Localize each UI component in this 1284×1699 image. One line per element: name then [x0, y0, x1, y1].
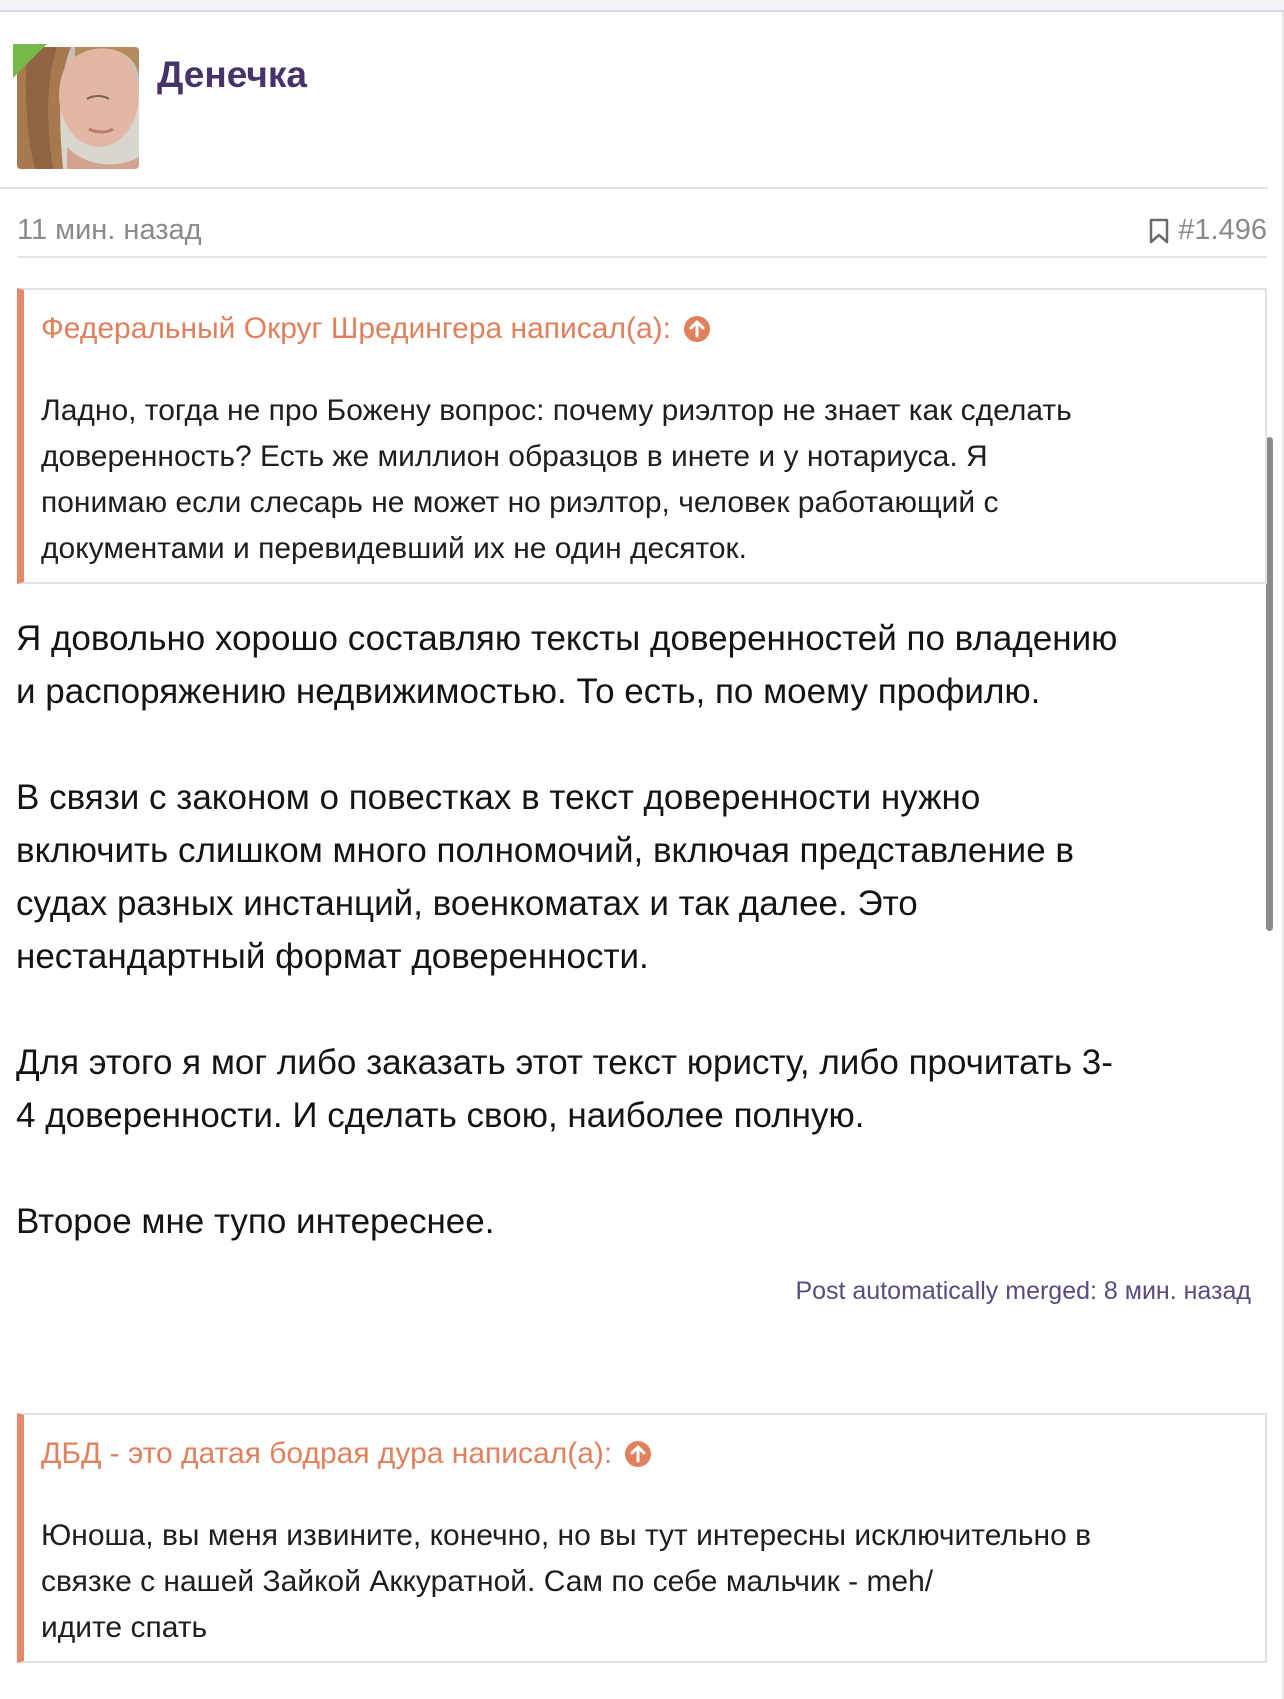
message-line: судах разных инстанций, военкоматах и так далее. Это	[16, 884, 918, 923]
quote-line: Ладно, тогда не про Божену вопрос: почему риэлтор не знает как сделать	[41, 394, 1072, 427]
quote-author[interactable]: Федеральный Округ Шредингера написал(а):	[41, 312, 671, 345]
quote-text	[41, 388, 1241, 572]
arrow-up-circle-icon[interactable]	[624, 1440, 652, 1468]
top-band	[0, 0, 1284, 12]
message-paragraph	[16, 612, 1261, 718]
scrollbar[interactable]	[1266, 437, 1273, 931]
post-timestamp[interactable]: 11 мин. назад	[17, 214, 202, 246]
quote-line: документами и перевидевший их не один десяток.	[41, 532, 747, 565]
online-indicator	[13, 44, 47, 78]
message-body	[16, 612, 1261, 1301]
message-paragraph	[16, 1036, 1261, 1142]
quote-header	[41, 312, 711, 346]
message-line: нестандартный формат доверенности.	[16, 937, 649, 976]
message-paragraph	[16, 771, 1261, 983]
message-line: 4 доверенности. И сделать свою, наиболее полную.	[16, 1096, 865, 1135]
post-author[interactable]: Денечка	[157, 54, 307, 95]
arrow-up-circle-icon[interactable]	[683, 315, 711, 343]
message-line: включить слишком много полномочий, включая представление в	[16, 831, 1074, 870]
quote-block	[17, 288, 1267, 584]
message-line: В связи с законом о повестках в текст доверенности нужно	[16, 778, 981, 817]
quote-line: Юноша, вы меня извините, конечно, но вы тут интересны исключительно в	[41, 1519, 1092, 1552]
post-number-link[interactable]	[1148, 214, 1267, 247]
quote-header	[41, 1437, 652, 1471]
divider	[17, 256, 1267, 258]
quote-block	[17, 1413, 1267, 1663]
message-line: Второе мне тупо интереснее.	[16, 1202, 495, 1241]
post-meta	[17, 208, 1267, 252]
divider	[0, 187, 1268, 189]
message-line: Я довольно хорошо составляю тексты доверенностей по владению	[16, 619, 1118, 658]
quote-line: понимаю если слесарь не может но риэлтор, человек работающий с	[41, 486, 999, 519]
bookmark-icon[interactable]	[1148, 218, 1170, 244]
quote-line: идите спать	[41, 1611, 208, 1644]
quote-line: доверенность? Есть же миллион образцов в инете и у нотариуса. Я	[41, 440, 988, 473]
quote-author[interactable]: ДБД - это датая бодрая дура написал(а):	[41, 1437, 613, 1470]
message-line: и распоряжению недвижимостью. То есть, по моему профилю.	[16, 672, 1041, 711]
quote-text	[41, 1513, 1241, 1651]
quote-line: связке с нашей Зайкой Аккуратной. Сам по себе мальчик - meh/	[41, 1565, 934, 1598]
message-line: Для этого я мог либо заказать этот текст юристу, либо прочитать 3-	[16, 1043, 1113, 1082]
merged-note: Post automatically merged: 8 мин. назад	[795, 1277, 1251, 1305]
post-number: #1.496	[1178, 214, 1267, 246]
message-paragraph	[16, 1195, 1261, 1248]
